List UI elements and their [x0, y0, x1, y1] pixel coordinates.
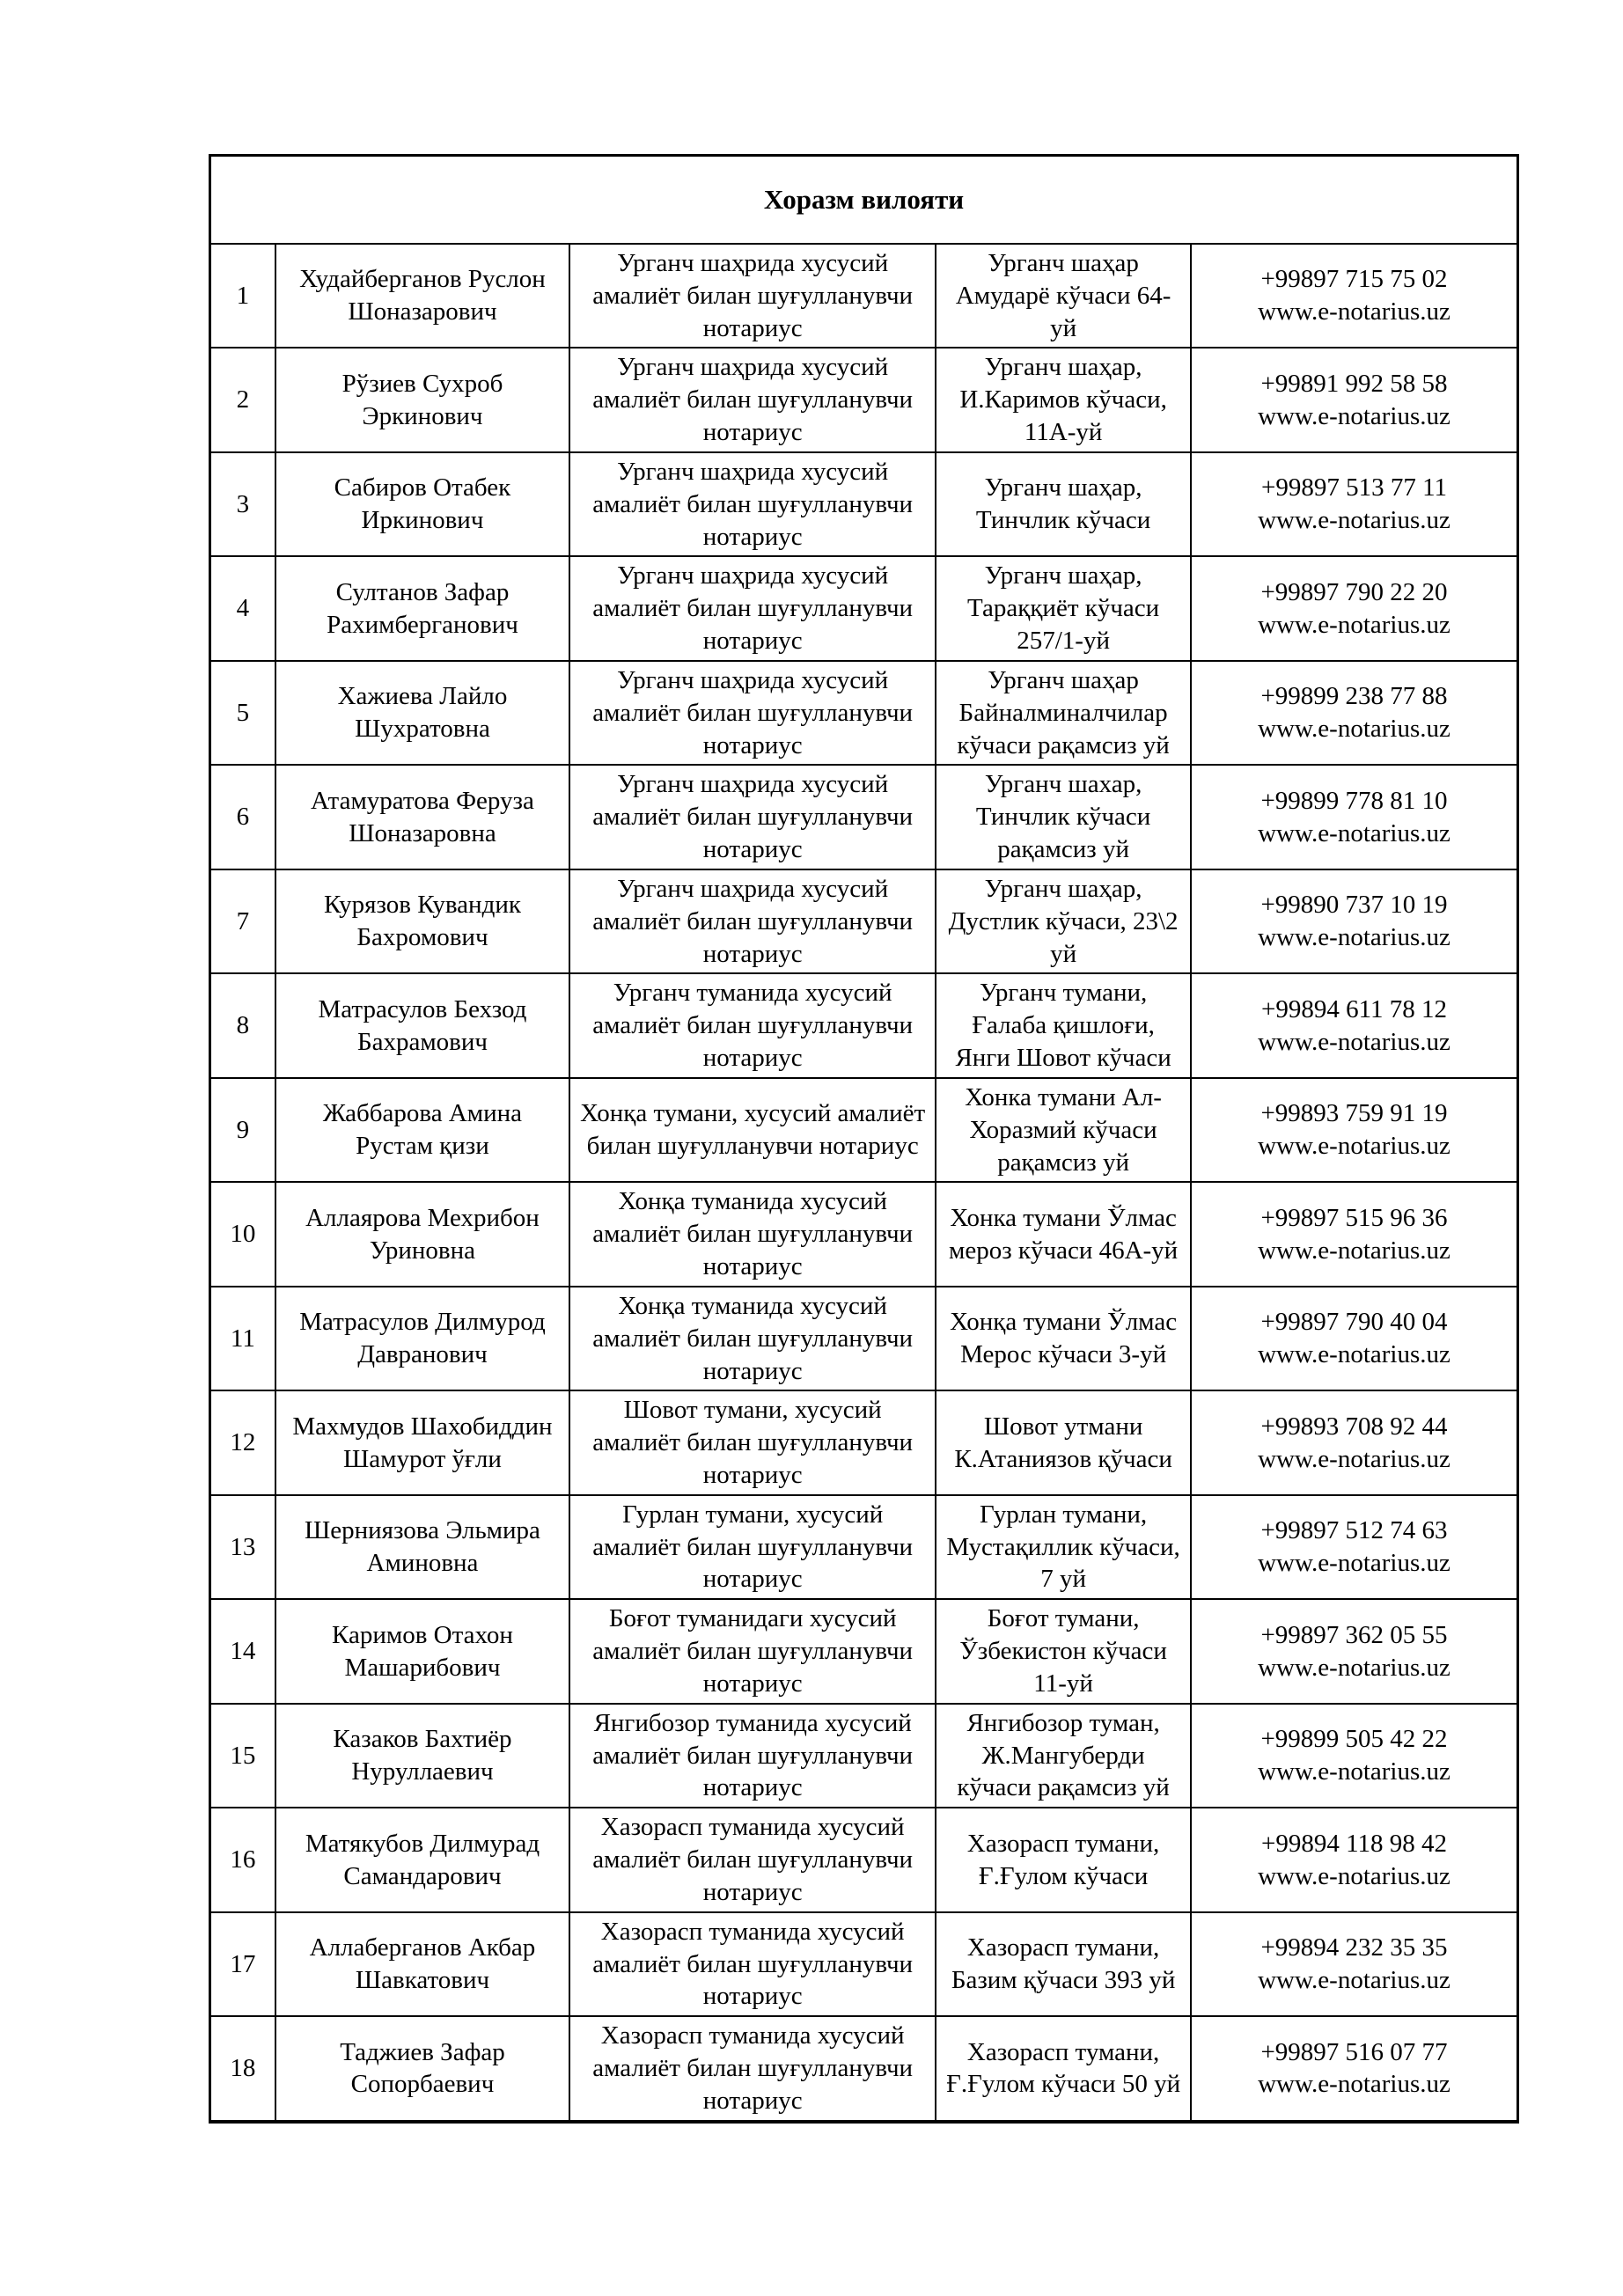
practice-description: Урганч шаҳрида хусусий амалиёт билан шуғулланувчи нотариус: [569, 765, 936, 869]
contact-cell: [1191, 452, 1518, 556]
website-text: www.e-notarius.uz: [1258, 1653, 1450, 1682]
website-text: www.e-notarius.uz: [1258, 610, 1450, 639]
phone-number: +99897 516 07 77: [1260, 2037, 1448, 2066]
row-number: 17: [210, 1912, 275, 2016]
phone-number: +99894 118 98 42: [1260, 1829, 1447, 1858]
phone-number: +99893 759 91 19: [1260, 1099, 1448, 1128]
office-address: Урганч шаҳар, Тинчлик кўчаси: [936, 452, 1191, 556]
office-address: Хазорасп тумани, Базим қўчаси 393 уй: [936, 1912, 1191, 2016]
table-row: [210, 1182, 1518, 1286]
website-text: www.e-notarius.uz: [1258, 1965, 1450, 1994]
table-row: [210, 244, 1518, 348]
website-text: www.e-notarius.uz: [1258, 923, 1450, 952]
table-row: [210, 1599, 1518, 1703]
table-row: [210, 1704, 1518, 1808]
notary-name: Аллаярова Мехрибон Уриновна: [275, 1182, 569, 1286]
contact-cell: [1191, 1495, 1518, 1599]
row-number: 13: [210, 1495, 275, 1599]
website-text: www.e-notarius.uz: [1258, 1340, 1450, 1369]
notary-name: Матрасулов Дилмурод Давранович: [275, 1287, 569, 1390]
phone-number: +99897 790 40 04: [1260, 1308, 1448, 1337]
contact-cell: [1191, 556, 1518, 660]
contact-cell: [1191, 765, 1518, 869]
row-number: 10: [210, 1182, 275, 1286]
phone-number: +99897 362 05 55: [1260, 1620, 1448, 1649]
contact-cell: [1191, 2016, 1518, 2121]
practice-description: Хонқа туманида хусусий амалиёт билан шуғулланувчи нотариус: [569, 1287, 936, 1390]
region-title: Хоразм вилояти: [210, 156, 1518, 245]
notary-name: Султанов Зафар Рахимберганович: [275, 556, 569, 660]
phone-number: +99899 505 42 22: [1260, 1725, 1448, 1754]
website-text: www.e-notarius.uz: [1258, 1444, 1450, 1473]
phone-number: +99897 512 74 63: [1260, 1516, 1448, 1545]
practice-description: Урганч шаҳрида хусусий амалиёт билан шуғулланувчи нотариус: [569, 244, 936, 348]
practice-description: Урганч туманида хусусий амалиёт билан шуғулланувчи нотариус: [569, 973, 936, 1077]
table-row: [210, 973, 1518, 1077]
practice-description: Урганч шаҳрида хусусий амалиёт билан шуғулланувчи нотариус: [569, 348, 936, 451]
website-text: www.e-notarius.uz: [1258, 715, 1450, 744]
practice-description: Гурлан тумани, хусусий амалиёт билан шуғулланувчи нотариус: [569, 1495, 936, 1599]
table-row: [210, 1287, 1518, 1390]
notary-name: Хажиева Лайло Шухратовна: [275, 661, 569, 765]
office-address: Урганч шаҳар, Дустлик кўчаси, 23\2 уй: [936, 869, 1191, 973]
office-address: Шовот утмани К.Атаниязов қўчаси: [936, 1390, 1191, 1494]
table-row: [210, 661, 1518, 765]
row-number: 18: [210, 2016, 275, 2121]
office-address: Урганч тумани, Ғалаба қишлоғи, Янги Шовот кўчаси: [936, 973, 1191, 1077]
table-row: [210, 765, 1518, 869]
phone-number: +99897 715 75 02: [1260, 265, 1448, 294]
notary-name: Рўзиев Сухроб Эркинович: [275, 348, 569, 451]
practice-description: Урганч шаҳрида хусусий амалиёт билан шуғулланувчи нотариус: [569, 452, 936, 556]
phone-number: +99894 611 78 12: [1260, 994, 1447, 1023]
row-number: 3: [210, 452, 275, 556]
phone-number: +99897 513 77 11: [1260, 473, 1447, 502]
notary-name: Аллаберганов Акбар Шавкатович: [275, 1912, 569, 2016]
practice-description: Урганч шаҳрида хусусий амалиёт билан шуғулланувчи нотариус: [569, 661, 936, 765]
notary-name: Шерниязова Эльмира Аминовна: [275, 1495, 569, 1599]
website-text: www.e-notarius.uz: [1258, 297, 1450, 326]
office-address: Урганч шаҳар Байналминалчилар кўчаси рақамсиз уй: [936, 661, 1191, 765]
contact-cell: [1191, 1912, 1518, 2016]
website-text: www.e-notarius.uz: [1258, 1236, 1450, 1265]
notary-name: Матякубов Дилмурад Самандарович: [275, 1808, 569, 1911]
practice-description: Хонқа тумани, хусусий амалиёт билан шуғулланувчи нотариус: [569, 1078, 936, 1182]
website-text: www.e-notarius.uz: [1258, 818, 1450, 847]
contact-cell: [1191, 1287, 1518, 1390]
contact-cell: [1191, 1599, 1518, 1703]
phone-number: +99890 737 10 19: [1260, 891, 1448, 920]
website-text: www.e-notarius.uz: [1258, 506, 1450, 535]
notary-name: Матрасулов Бехзод Бахрамович: [275, 973, 569, 1077]
phone-number: +99899 778 81 10: [1260, 786, 1448, 815]
phone-number: +99897 790 22 20: [1260, 577, 1448, 606]
notary-name: Сабиров Отабек Иркинович: [275, 452, 569, 556]
row-number: 11: [210, 1287, 275, 1390]
office-address: Гурлан тумани, Мустақиллик кўчаси, 7 уй: [936, 1495, 1191, 1599]
contact-cell: [1191, 244, 1518, 348]
office-address: Хазорасп тумани, Ғ.Ғулом кўчаси 50 уй: [936, 2016, 1191, 2121]
table-row: [210, 556, 1518, 660]
website-text: www.e-notarius.uz: [1258, 1132, 1450, 1161]
website-text: www.e-notarius.uz: [1258, 1757, 1450, 1786]
notary-name: Атамуратова Феруза Шоназаровна: [275, 765, 569, 869]
practice-description: Хазорасп туманида хусусий амалиёт билан шуғулланувчи нотариус: [569, 1808, 936, 1911]
website-text: www.e-notarius.uz: [1258, 1027, 1450, 1056]
office-address: Хонқа тумани Ўлмас Мерос кўчаси 3-уй: [936, 1287, 1191, 1390]
phone-number: +99893 708 92 44: [1260, 1412, 1448, 1441]
row-number: 15: [210, 1704, 275, 1808]
notary-name: Жаббарова Амина Рустам қизи: [275, 1078, 569, 1182]
office-address: Урганч шаҳар, Тараққиёт кўчаси 257/1-уй: [936, 556, 1191, 660]
practice-description: Янгибозор туманида хусусий амалиёт билан шуғулланувчи нотариус: [569, 1704, 936, 1808]
office-address: Урганч шаҳар Амударё кўчаси 64-уй: [936, 244, 1191, 348]
phone-number: +99894 232 35 35: [1260, 1933, 1448, 1962]
practice-description: Урганч шаҳрида хусусий амалиёт билан шуғулланувчи нотариус: [569, 869, 936, 973]
practice-description: Хазорасп туманида хусусий амалиёт билан шуғулланувчи нотариус: [569, 2016, 936, 2121]
office-address: Хонка тумани Ўлмас мероз кўчаси 46А-уй: [936, 1182, 1191, 1286]
website-text: www.e-notarius.uz: [1258, 1549, 1450, 1578]
notary-name: Каримов Отахон Машарибович: [275, 1599, 569, 1703]
contact-cell: [1191, 1390, 1518, 1494]
notary-name: Казаков Бахтиёр Нуруллаевич: [275, 1704, 569, 1808]
row-number: 2: [210, 348, 275, 451]
notary-name: Таджиев Зафар Сопорбаевич: [275, 2016, 569, 2121]
phone-number: +99899 238 77 88: [1260, 682, 1448, 711]
practice-description: Хонқа туманида хусусий амалиёт билан шуғулланувчи нотариус: [569, 1182, 936, 1286]
website-text: www.e-notarius.uz: [1258, 401, 1450, 430]
table-row: [210, 348, 1518, 451]
row-number: 14: [210, 1599, 275, 1703]
contact-cell: [1191, 1808, 1518, 1911]
row-number: 9: [210, 1078, 275, 1182]
table-body: [210, 244, 1518, 2122]
practice-description: Урганч шаҳрида хусусий амалиёт билан шуғулланувчи нотариус: [569, 556, 936, 660]
phone-number: +99897 515 96 36: [1260, 1203, 1448, 1232]
contact-cell: [1191, 1078, 1518, 1182]
region-title-row: [210, 156, 1518, 245]
contact-cell: [1191, 869, 1518, 973]
practice-description: Боғот туманидаги хусусий амалиёт билан шуғулланувчи нотариус: [569, 1599, 936, 1703]
row-number: 6: [210, 765, 275, 869]
office-address: Урганч шахар, Тинчлик кўчаси рақамсиз уй: [936, 765, 1191, 869]
notary-name: Махмудов Шахобиддин Шамурот ўғли: [275, 1390, 569, 1494]
notary-name: Худайберганов Руслон Шоназарович: [275, 244, 569, 348]
table-row: [210, 1390, 1518, 1494]
practice-description: Хазорасп туманида хусусий амалиёт билан шуғулланувчи нотариус: [569, 1912, 936, 2016]
office-address: Хонка тумани Ал-Хоразмий кўчаси рақамсиз уй: [936, 1078, 1191, 1182]
office-address: Янгибозор туман, Ж.Мангуберди кўчаси рақамсиз уй: [936, 1704, 1191, 1808]
phone-number: +99891 992 58 58: [1260, 369, 1448, 398]
row-number: 4: [210, 556, 275, 660]
table-row: [210, 2016, 1518, 2121]
contact-cell: [1191, 661, 1518, 765]
office-address: Хазорасп тумани, Ғ.Ғулом кўчаси: [936, 1808, 1191, 1911]
notaries-table-container: [209, 154, 1519, 2124]
notaries-table: [209, 154, 1519, 2124]
office-address: Урганч шаҳар, И.Каримов кўчаси, 11А-уй: [936, 348, 1191, 451]
table-row: [210, 1495, 1518, 1599]
table-row: [210, 1808, 1518, 1911]
row-number: 16: [210, 1808, 275, 1911]
table-row: [210, 1912, 1518, 2016]
contact-cell: [1191, 1704, 1518, 1808]
row-number: 12: [210, 1390, 275, 1494]
contact-cell: [1191, 973, 1518, 1077]
row-number: 1: [210, 244, 275, 348]
row-number: 5: [210, 661, 275, 765]
table-row: [210, 452, 1518, 556]
table-row: [210, 1078, 1518, 1182]
contact-cell: [1191, 348, 1518, 451]
office-address: Боғот тумани, Ўзбекистон кўчаси 11-уй: [936, 1599, 1191, 1703]
row-number: 7: [210, 869, 275, 973]
website-text: www.e-notarius.uz: [1258, 2070, 1450, 2099]
contact-cell: [1191, 1182, 1518, 1286]
table-row: [210, 869, 1518, 973]
notary-name: Курязов Кувандик Бахромович: [275, 869, 569, 973]
website-text: www.e-notarius.uz: [1258, 1861, 1450, 1890]
practice-description: Шовот тумани, хусусий амалиёт билан шуғулланувчи нотариус: [569, 1390, 936, 1494]
row-number: 8: [210, 973, 275, 1077]
